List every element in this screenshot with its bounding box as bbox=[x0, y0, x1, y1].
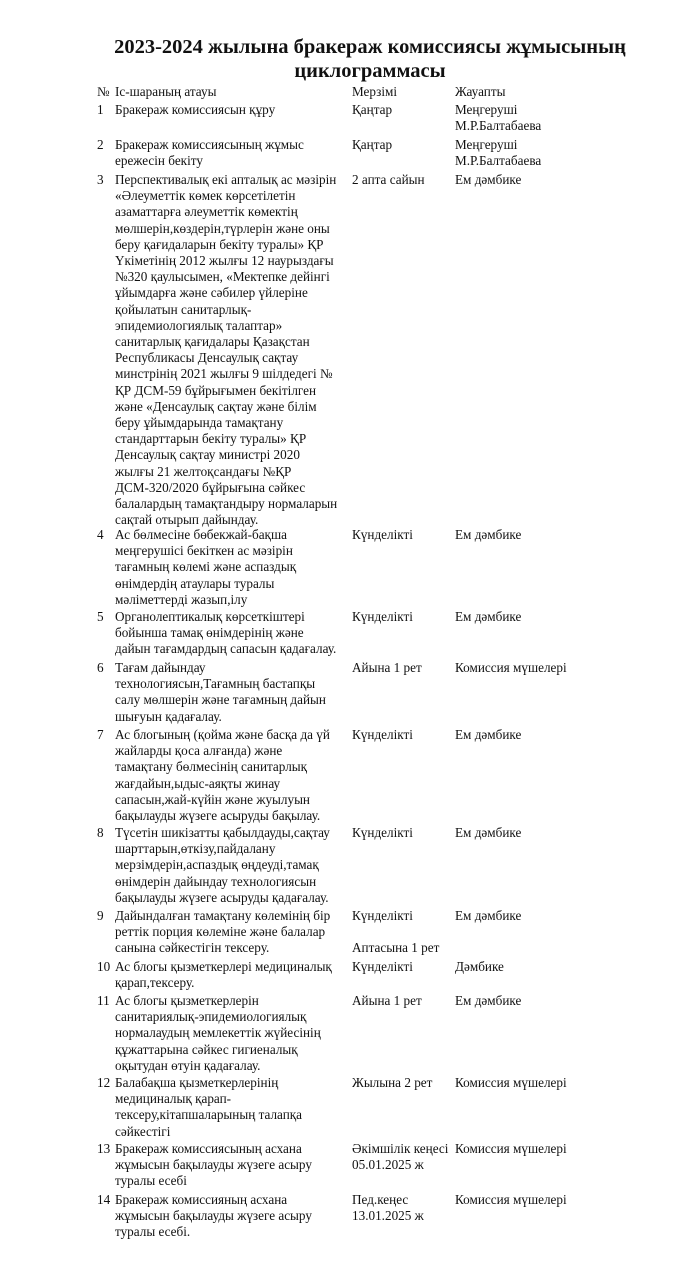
row-number-12: 12 bbox=[97, 1075, 111, 1090]
header-responsible: Жауапты bbox=[455, 84, 506, 99]
responsible-8: Ем дәмбике bbox=[455, 825, 522, 840]
row-number-13: 13 bbox=[97, 1141, 111, 1156]
term-7: Күнделікті bbox=[352, 727, 413, 742]
term-8: Күнделікті bbox=[352, 825, 413, 840]
event-name-5: Органолептикалық көрсеткіштері бойынша тамақ өнімдерінің және дайын тағамдардың сапасын қадағалау. bbox=[115, 609, 337, 657]
row-number-6: 6 bbox=[97, 660, 104, 675]
event-name-14: Бракераж комиссияның асхана жұмысын бақылауды жүзеге асыру туралы есебі. bbox=[115, 1192, 312, 1240]
row-number-7: 7 bbox=[97, 727, 104, 742]
row-number-8: 8 bbox=[97, 825, 104, 840]
responsible-12: Комиссия мүшелері bbox=[455, 1075, 567, 1090]
event-name-2: Бракераж комиссиясының жұмыс ережесін бекіту bbox=[115, 137, 304, 169]
event-name-10: Ас блогы қызметкерлері медициналық қарап,тексеру. bbox=[115, 959, 332, 991]
event-name-12: Балабақша қызметкерлерінің медициналық қарап- тексеру,кітапшаларының талапқа сәйкестігі bbox=[115, 1075, 303, 1139]
term-12: Жылына 2 рет bbox=[352, 1075, 433, 1090]
responsible-11: Ем дәмбике bbox=[455, 993, 522, 1008]
responsible-10: Дәмбике bbox=[455, 959, 504, 974]
row-number-1: 1 bbox=[97, 102, 104, 117]
event-name-9: Дайындалған тамақтану көлемінің бір реттік порция көлеміне және балалар санына сәйкестігін тексеру. bbox=[115, 908, 331, 956]
term-9: Күнделікті Аптасына 1 рет bbox=[352, 908, 440, 956]
event-name-6: Тағам дайындау технологиясын,Тағамның бастапқы салу мөлшерін және тағамның дайын шығуын қадағалау. bbox=[115, 660, 326, 724]
term-5: Күнделікті bbox=[352, 609, 413, 624]
term-1: Қаңтар bbox=[352, 102, 393, 117]
event-name-11: Ас блогы қызметкерлерін санитариялық-эпидемиологиялық нормалаудың мемлекеттік жүйесінің құжаттарына сәйкес гигиеналық оқытудан өтуін қадағалау. bbox=[115, 993, 321, 1073]
term-3: 2 апта сайын bbox=[352, 172, 425, 187]
header-term: Мерзімі bbox=[352, 84, 398, 99]
row-number-2: 2 bbox=[97, 137, 104, 152]
document-title: 2023-2024 жылына бракераж комиссиясы жұмысының циклограммасы bbox=[114, 36, 626, 82]
term-13: Әкімшілік кеңесі 05.01.2025 ж bbox=[352, 1141, 449, 1173]
term-14: Пед.кеңес 13.01.2025 ж bbox=[352, 1192, 424, 1224]
term-2: Қаңтар bbox=[352, 137, 393, 152]
responsible-7: Ем дәмбике bbox=[455, 727, 522, 742]
header-number: № bbox=[97, 84, 110, 99]
responsible-14: Комиссия мүшелері bbox=[455, 1192, 567, 1207]
responsible-4: Ем дәмбике bbox=[455, 527, 522, 542]
event-name-13: Бракераж комиссиясының асхана жұмысын бақылауды жүзеге асыру туралы есебі bbox=[115, 1141, 312, 1189]
event-name-1: Бракераж комиссиясын құру bbox=[115, 102, 276, 117]
row-number-3: 3 bbox=[97, 172, 104, 187]
event-name-4: Ас бөлмесіне бөбекжай-бақша меңгерушісі бекіткен ас мәзірін тағамның көлемі және аспаздық өнімдердің атаулары туралы мәліметтерді жазып,ілу bbox=[115, 527, 297, 607]
event-name-8: Түсетін шикізатты қабылдауды,сақтау шарттарын,өткізу,пайдалану мерзімдерін,аспаздық өңдеуді,тамақ өнімдерін дайындау технологиясын бақылауды жүзеге асыруды қадағалау. bbox=[115, 825, 330, 905]
row-number-11: 11 bbox=[97, 993, 110, 1008]
header-event-name: Іс-шараның атауы bbox=[115, 84, 217, 99]
row-number-5: 5 bbox=[97, 609, 104, 624]
responsible-3: Ем дәмбике bbox=[455, 172, 522, 187]
responsible-1: Меңгеруші М.Р.Балтабаева bbox=[455, 102, 542, 134]
row-number-14: 14 bbox=[97, 1192, 111, 1207]
row-number-10: 10 bbox=[97, 959, 111, 974]
responsible-2: Меңгеруші М.Р.Балтабаева bbox=[455, 137, 542, 169]
responsible-13: Комиссия мүшелері bbox=[455, 1141, 567, 1156]
term-10: Күнделікті bbox=[352, 959, 413, 974]
term-6: Айына 1 рет bbox=[352, 660, 422, 675]
term-11: Айына 1 рет bbox=[352, 993, 422, 1008]
responsible-5: Ем дәмбике bbox=[455, 609, 522, 624]
event-name-7: Ас блогының (қойма және басқа да үй жайларды қоса алғанда) және тамақтану бөлмесінің санитарлық жағдайын,ыдыс-аяқты жинау сапасын,жай-күйін және жуылуын бақылауды жүзеге асыруды бақылау. bbox=[115, 727, 330, 824]
term-4: Күнделікті bbox=[352, 527, 413, 542]
row-number-4: 4 bbox=[97, 527, 104, 542]
event-name-3: Перспективалық екі апталық ас мәзірін «Әлеуметтік көмек көрсетілетін азаматтарға әлеуметтік көмектің мөлшерін,көздерін,түрлерін және оны беру қағидаларын бекіту туралы» ҚР Үкіметінің 2012 жылғы 12 наурыздағы №320 қаулысымен, «Мектепке дейінгі ұйымдарға және сәбилер үйлеріне қойылатын санитарлық- эпидемиологиялық талаптар» санитарлық қағидалары Қазақстан Республикасы Денсаулық сақтау минстрінің 2021 жылғы 9 шілдедегі № ҚР ДСМ-59 бұйрығымен бекітілген және «Денсаулық сақтау және білім беру ұйымдарында тамақтану стандарттарын бекіту туралы» ҚР Денсаулық сақтау министрі 2020 жылғы 21 желтоқсандағы №ҚР ДСМ-320/2020 бұйрығына сәйкес балалардың тамақтандыру нормаларын сақтай отырып дайындау. bbox=[115, 172, 338, 528]
responsible-6: Комиссия мүшелері bbox=[455, 660, 567, 675]
responsible-9: Ем дәмбике bbox=[455, 908, 522, 923]
row-number-9: 9 bbox=[97, 908, 104, 923]
